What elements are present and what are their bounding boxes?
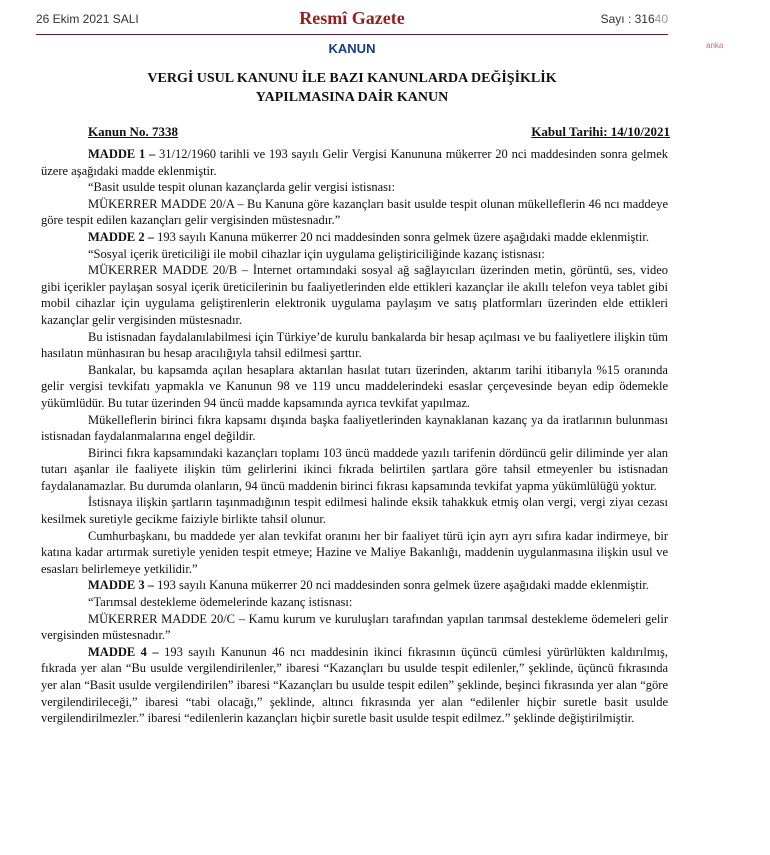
law-meta [88, 124, 670, 140]
law-paragraph [41, 644, 668, 727]
paragraph-text: 193 sayılı Kanuna mükerrer 20 nci maddesinden sonra gelmek üzere aşağıdaki madde eklenmiştir. [153, 578, 649, 593]
paragraph-text: “Sosyal içerik üreticiliği ile mobil cihazlar için uygulama geliştiriciliğinde kazanç istisnası: [88, 246, 545, 261]
paragraph-text: Cumhurbaşkanı, bu maddede yer alan tevkifat oranını her bir faaliyet türü için ayrı ayrı sıfıra kadar indirmeye, bir katına kadar artırmak suretiyle yeniden tespit etmeye; Hazine ve Maliye Bakanlığı, maddenin uygulanmasına ilişkin usul ve esasları belirlemeye yetkilidir.” [41, 528, 668, 576]
paragraph-text: MÜKERRER MADDE 20/B – İnternet ortamındaki sosyal ağ sağlayıcıları üzerinden metin, görüntü, ses, video gibi içerikler paylaşan sosyal içerik üreticilerinin bu faaliyetlerinden elde ettikleri kazançlar ile akıllı telefon veya tablet gibi mobil cihazlar için uygulama geliştirenlerin elektronik uygulama paylaşım ve satış platformları üzerinden elde ettikleri kazançlar gelir vergisinden müstesnadır. [41, 263, 668, 327]
acceptance-date: Kabul Tarihi: 14/10/2021 [531, 124, 670, 139]
paragraph-text: MÜKERRER MADDE 20/A – Bu Kanuna göre kazançları basit usulde tespit olunan mükelleflerin 46 ncı maddeye göre tespit edilen kazançları gelir vergisinden müstesnadır.” [41, 196, 668, 228]
law-paragraph [41, 577, 668, 594]
law-title-line-1: VERGİ USUL KANUNU İLE BAZI KANUNLARDA DEĞİŞİKLİK [147, 71, 557, 86]
law-paragraph [41, 229, 668, 246]
paragraph-text: “Tarımsal destekleme ödemelerinde kazanç istisnası: [88, 595, 353, 610]
paragraph-text: 193 sayılı Kanuna mükerrer 20 nci maddesinden sonra gelmek üzere aşağıdaki madde eklenmiştir. [153, 229, 649, 244]
law-paragraph [41, 246, 668, 263]
paragraph-text: Bankalar, bu kapsamda açılan hesaplara aktarılan hasılat tutarı üzerinden, aktarım tarihi itibarıyla %15 oranında gelir vergisi tevkifatı yapmakla ve Kanunun 98 ve 119 uncu maddelerindeki esaslar çerçevesinde beyan edip ödemekle yükümlüdür. Bu tutar üzerinden 94 üncü madde kapsamında ayrıca tevkifat yapılmaz. [41, 362, 668, 410]
law-paragraph [41, 412, 668, 445]
gazette-title: Resmî Gazete [299, 8, 405, 28]
header-rule [36, 34, 668, 35]
paragraph-text: MÜKERRER MADDE 20/C – Kamu kurum ve kuruluşları tarafından yapılan tarımsal destekleme ödemeleri gelir vergisinden müstesnadır.” [41, 611, 668, 643]
issue-number-prefix: Sayı : 316 [600, 12, 655, 26]
law-body [41, 146, 668, 727]
law-number: Kanun No. 7338 [88, 124, 178, 139]
law-paragraph [41, 262, 668, 328]
paragraph-text: 31/12/1960 tarihli ve 193 sayılı Gelir Vergisi Kanununa mükerrer 20 nci maddesinden sonra gelmek üzere aşağıdaki madde eklenmiştir. [41, 147, 668, 178]
law-paragraph [41, 362, 668, 412]
issue-number [601, 12, 668, 26]
section-heading: KANUN [328, 41, 376, 56]
paragraph-text: 193 sayılı Kanunun 46 ncı maddesinin ikinci fıkrasının üçüncü cümlesi yürürlükten kaldırılmış, fıkrada yer alan “Bu usulde vergilendirilenler,” ibaresi “Kazançları bu usulde tespit edilenler,” şeklinde, üçüncü fıkrasında yer alan “Basit usulde vergilendirilen” ibaresi “Kazançları bu usulde tespit edilen” şeklinde, beşinci fıkrasında yer alan “göre vergilendirileceği,” ibaresi “tabi olacağı,” şeklinde, altıncı fıkrasında yer alan “edilenler hiçbir suretle basit usulde vergilendirilmezler.” ibaresi “edilenlerin kazançları hiçbir suretle basit usulde tespit edilmez.” şeklinde değiştirilmiştir. [41, 644, 669, 726]
law-paragraph [41, 611, 668, 644]
law-paragraph [41, 594, 668, 611]
paragraph-text: Mükelleflerin birinci fıkra kapsamı dışında başka faaliyetlerinden kaynaklanan kazanç ya da iratlarının bulunması istisnadan faydalanmalarına engel değildir. [41, 412, 668, 444]
law-paragraph [41, 329, 668, 362]
issue-number-suffix: 40 [654, 12, 668, 26]
law-paragraph [41, 494, 668, 527]
paragraph-text: Bu istisnadan faydalanılabilmesi için Türkiye’de kurulu bankalarda bir hesap açılması ve bu faaliyetlere ilişkin tüm hasılatın münhasıran bu hesap aracılığıyla tahsil edilmesi şarttır. [41, 329, 668, 361]
law-paragraph [41, 528, 668, 578]
paragraph-text: “Basit usulde tespit olunan kazançlarda gelir vergisi istisnası: [88, 180, 395, 195]
law-title [36, 69, 668, 107]
article-number: MADDE 4 – [88, 644, 159, 659]
masthead [36, 8, 668, 34]
law-paragraph [41, 146, 668, 179]
article-number: MADDE 1 – [88, 147, 156, 161]
issue-date: 26 Ekim 2021 SALI [36, 12, 139, 26]
law-title-line-2: YAPILMASINA DAİR KANUN [255, 90, 449, 105]
law-paragraph [41, 445, 668, 495]
article-number: MADDE 3 – [88, 578, 154, 593]
paragraph-text: İstisnaya ilişkin şartların taşınmadığının tespit edilmesi halinde eksik tahakkuk etmiş olan vergi, vergi ziyaı cezası kesilmek suretiyle gecikme faiziyle birlikte tahsil olunur. [41, 495, 668, 527]
watermark-logo: anka [706, 41, 724, 50]
law-paragraph [41, 196, 668, 229]
law-paragraph [41, 179, 668, 196]
paragraph-text: Birinci fıkra kapsamındaki kazançları toplamı 103 üncü maddede yazılı tarifenin dördüncü gelir diliminde yer alan tutarı aşanlar ile faaliyete ilişkin tüm gelirlerini ikinci fıkrada belirtilen şartlara göre tahsil etmeyenler bu istisnadan faydalanamazlar. Bu durumda olanların, 94 üncü maddenin birinci fıkrası kapsamında tevkifat yapma yükümlülüğü yoktur. [41, 445, 668, 493]
article-number: MADDE 2 – [88, 229, 154, 244]
